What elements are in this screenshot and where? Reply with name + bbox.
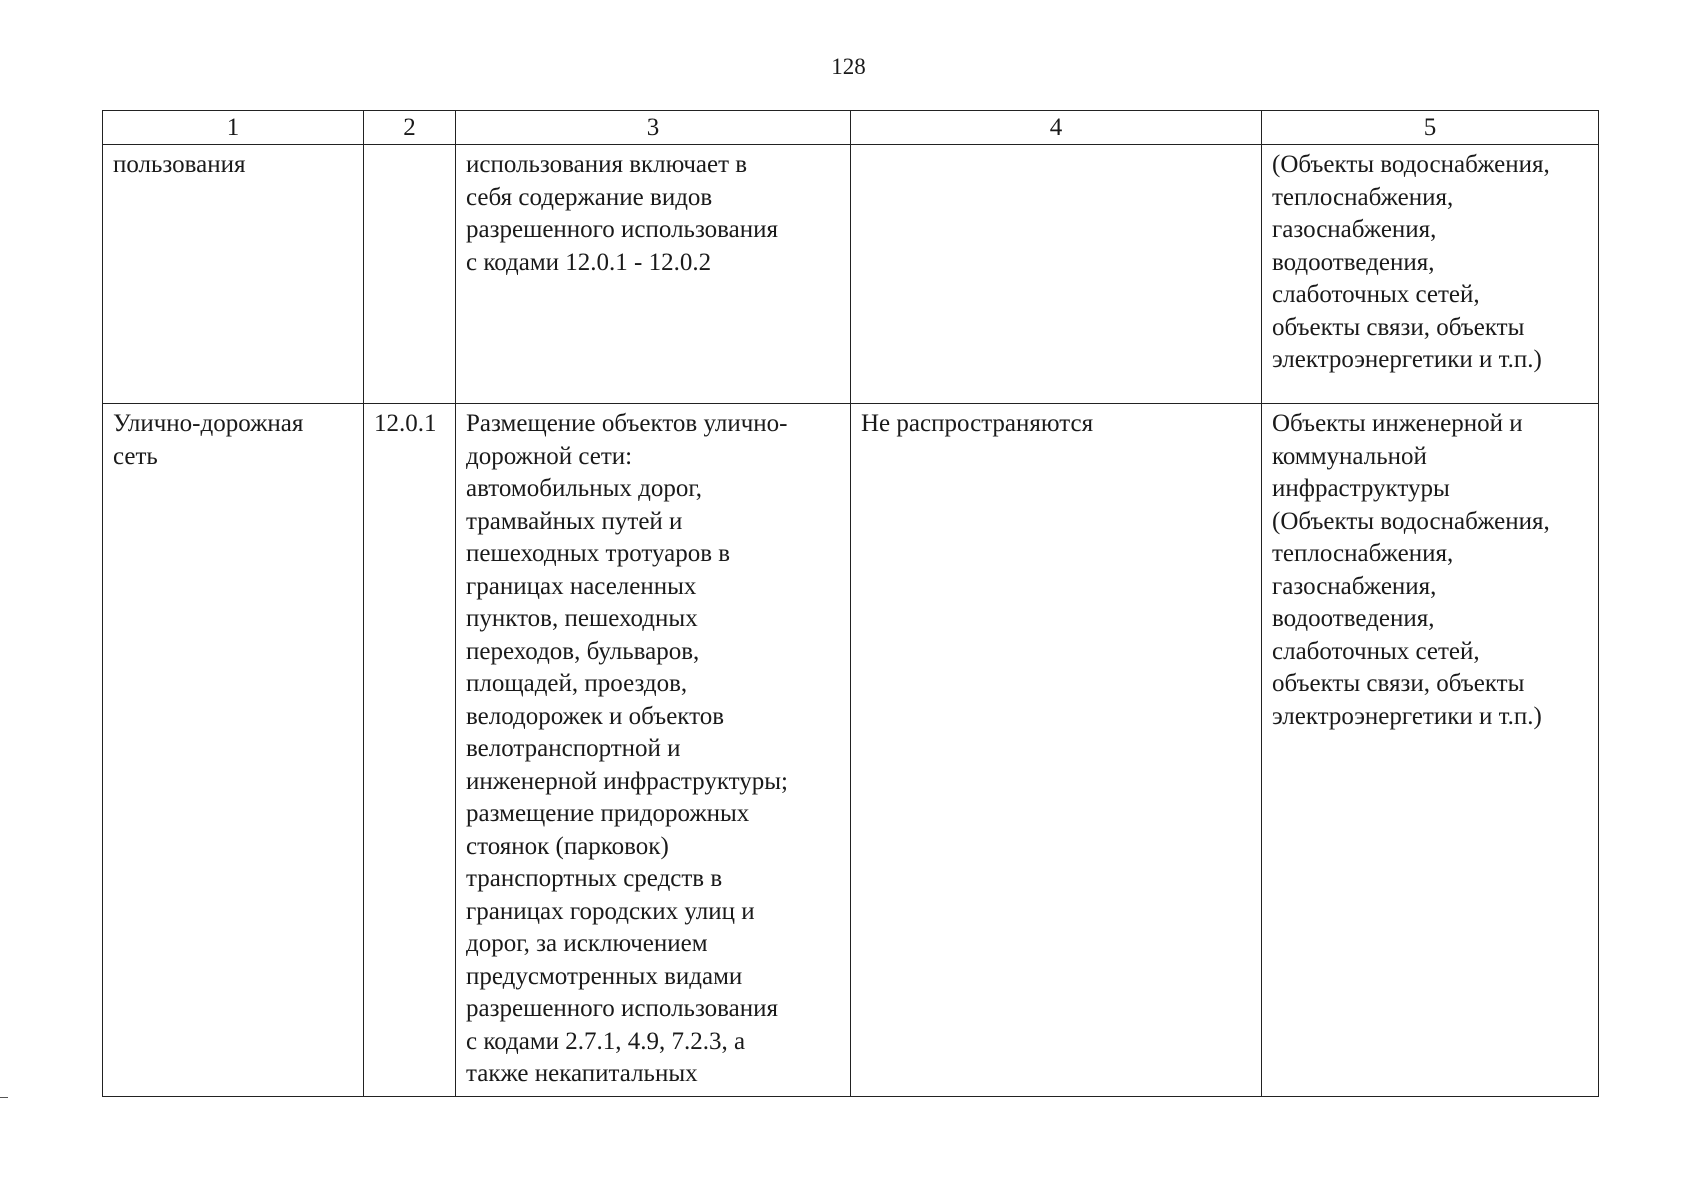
use-description-cell: использования включает в себя содержание видов разрешенного использования с кодами 12.0.1 - 12.0.2: [456, 145, 851, 404]
page-number: 128: [831, 54, 866, 79]
column-header-2: 2: [364, 111, 456, 145]
auxiliary-uses-cell: (Объекты водоснабжения, теплоснабжения, газоснабжения, водоотведения, слаботочных сетей, объекты связи, объекты электроэнергетики и т.п.): [1262, 145, 1599, 404]
use-description-cell: Размещение объектов улично- дорожной сети: автомобильных дорог, трамвайных путей и пешеходных тротуаров в границах населенных пунктов, пешеходных переходов, бульваров, площадей, проездов, велодорожек и объектов велотранспортной и инженерной инфраструктуры; размещение придорожных стоянок (парковок) транспортных средств в границах городских улиц и дорог, за исключением предусмотренных видами разрешенного использования с кодами 2.7.1, 4.9, 7.2.3, а также некапитальных: [456, 404, 851, 1097]
parameters-cell: [851, 145, 1262, 404]
table-header-row: [103, 111, 1599, 145]
auxiliary-uses-cell: Объекты инженерной и коммунальной инфраструктуры (Объекты водоснабжения, теплоснабжения, газоснабжения, водоотведения, слаботочных сетей, объекты связи, объекты электроэнергетики и т.п.): [1262, 404, 1599, 1097]
use-type-name-cell: Улично-дорожная сеть: [103, 404, 364, 1097]
parameters-cell: Не распространяются: [851, 404, 1262, 1097]
use-code-cell: [364, 145, 456, 404]
use-code-cell: 12.0.1: [364, 404, 456, 1097]
scan-edge-mark: [0, 1097, 8, 1098]
table-row: [103, 404, 1599, 1097]
column-header-1: 1: [103, 111, 364, 145]
column-header-5: 5: [1262, 111, 1599, 145]
column-header-3: 3: [456, 111, 851, 145]
column-header-4: 4: [851, 111, 1262, 145]
use-type-name-cell: пользования: [103, 145, 364, 404]
table-row: [103, 145, 1599, 404]
land-use-table: [102, 110, 1599, 1097]
